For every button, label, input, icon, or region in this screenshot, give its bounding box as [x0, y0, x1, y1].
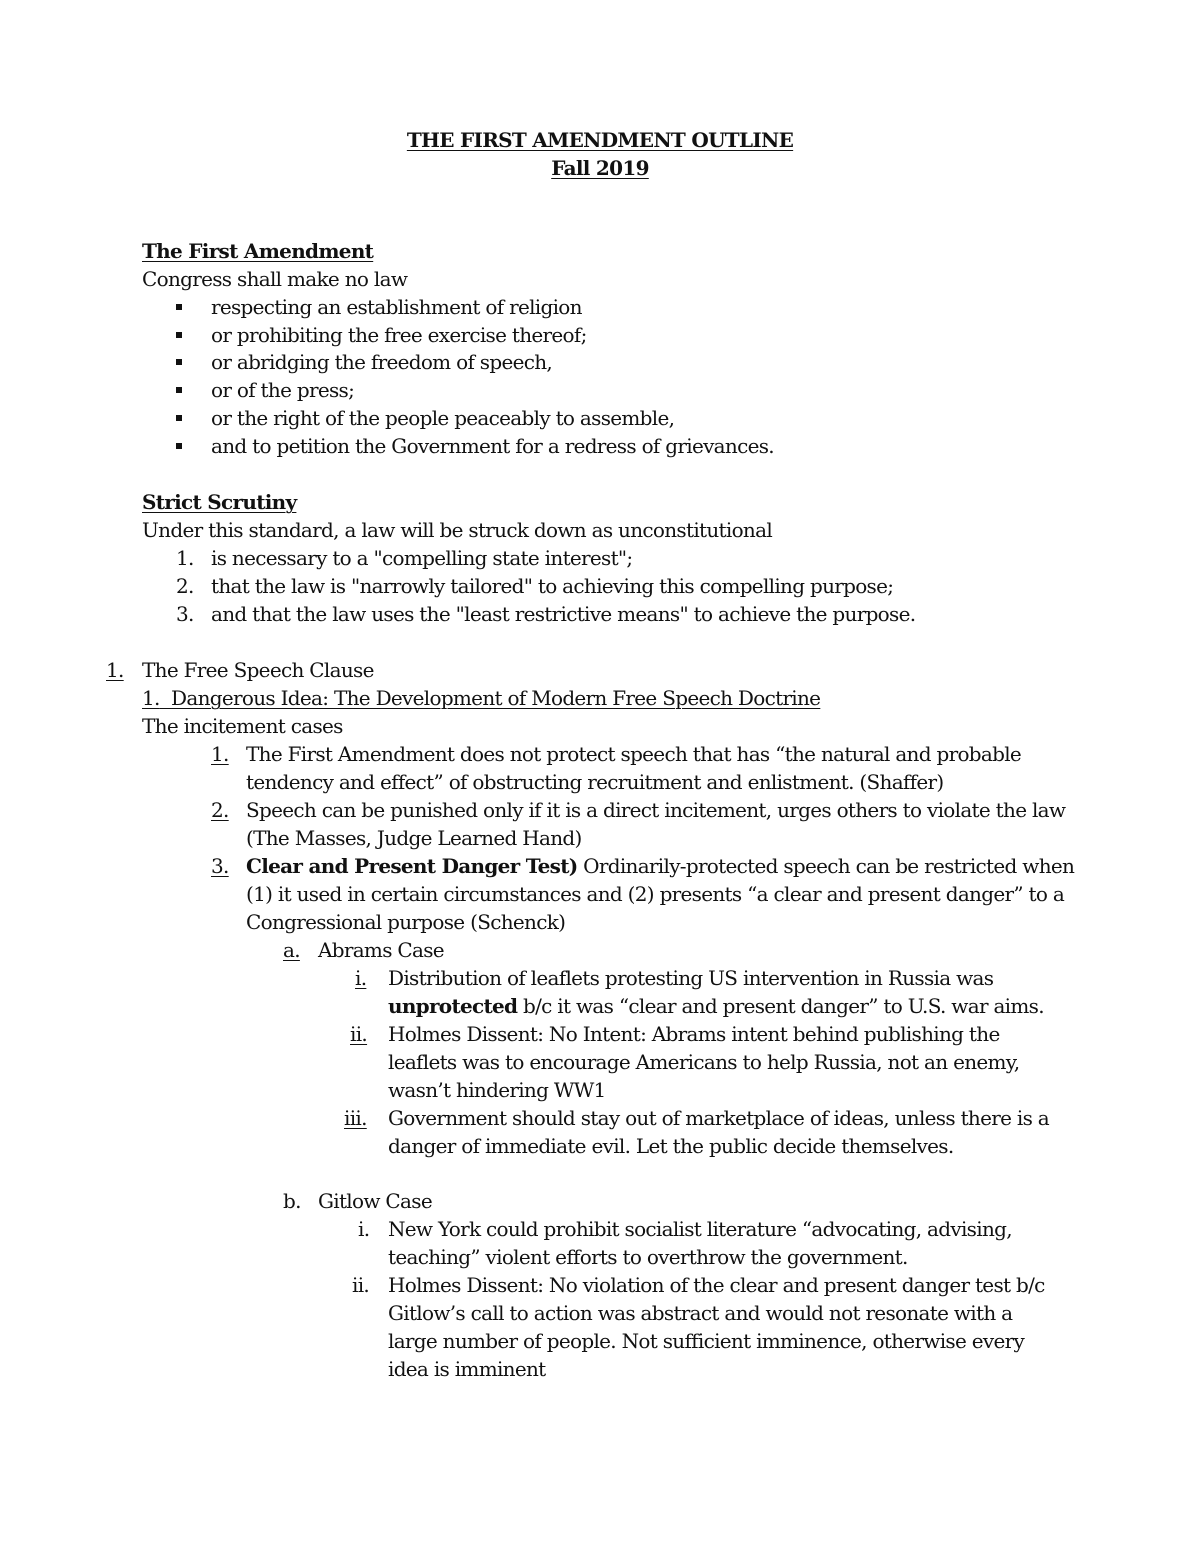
clause-item: respecting an establishment of religion [211, 295, 582, 319]
square-bullet-icon [176, 304, 182, 310]
item-number: 1. [211, 742, 229, 766]
item-text: Congressional purpose (Schenck) [246, 910, 566, 934]
subsection-title [142, 684, 820, 712]
case-point-rest: b/c it was “clear and present danger” to U.S. war aims. [517, 994, 1044, 1018]
case-title: Abrams Case [318, 938, 444, 962]
subsection-number: 1. [142, 686, 160, 710]
case-point: Gitlow’s call to action was abstract and would not resonate with a [388, 1301, 1013, 1325]
item-number: 2. [211, 798, 229, 822]
clause-item: or of the press; [211, 378, 355, 402]
incitement-label: The incitement cases [142, 714, 343, 738]
list-number: 1. [176, 546, 194, 570]
case-point-bold: unprotected [388, 994, 518, 1018]
case-point: danger of immediate evil. Let the public decide themselves. [388, 1134, 954, 1158]
roman-numeral: ii. [352, 1273, 370, 1297]
roman-numeral: i. [358, 1217, 370, 1241]
case-point [388, 992, 1044, 1020]
case-point: Government should stay out of marketplace of ideas, unless there is a [388, 1106, 1050, 1130]
subsection-title-text: Dangerous Idea: The Development of Modern Free Speech Doctrine [171, 686, 821, 710]
document-title: THE FIRST AMENDMENT OUTLINE [406, 128, 794, 152]
clause-item: or abridging the freedom of speech, [211, 350, 553, 374]
square-bullet-icon [176, 443, 182, 449]
case-point: New York could prohibit socialist literature “advocating, advising, [388, 1217, 1012, 1241]
document-term: Fall 2019 [551, 156, 649, 180]
item-text: (1) it used in certain circumstances and (2) presents “a clear and present danger” to a [246, 882, 1065, 906]
square-bullet-icon [176, 332, 182, 338]
roman-numeral: i. [355, 966, 367, 990]
list-number: 2. [176, 574, 194, 598]
list-item: and that the law uses the "least restrictive means" to achieve the purpose. [211, 602, 916, 626]
section-title: The Free Speech Clause [142, 658, 374, 682]
item-text: (The Masses, Judge Learned Hand) [246, 826, 582, 850]
case-point: large number of people. Not sufficient imminence, otherwise every [388, 1329, 1025, 1353]
item-text: The First Amendment does not protect speech that has “the natural and probable [246, 742, 1022, 766]
clause-item: and to petition the Government for a redress of grievances. [211, 434, 774, 458]
item-bold-text: Clear and Present Danger Test) [246, 854, 578, 878]
square-bullet-icon [176, 415, 182, 421]
item-text: tendency and effect” of obstructing recruitment and enlistment. (Shaffer) [246, 770, 944, 794]
list-number: 3. [176, 602, 194, 626]
case-point: Distribution of leaflets protesting US intervention in Russia was [388, 966, 994, 990]
clause-item: or prohibiting the free exercise thereof; [211, 323, 587, 347]
case-point: idea is imminent [388, 1357, 546, 1381]
first-amendment-intro: Congress shall make no law [142, 267, 408, 291]
section-number: 1. [106, 658, 124, 682]
item-text [246, 852, 1074, 880]
case-letter: a. [283, 938, 300, 962]
strict-scrutiny-heading: Strict Scrutiny [142, 490, 297, 514]
case-point: teaching” violent efforts to overthrow the government. [388, 1245, 908, 1269]
item-text: Speech can be punished only if it is a direct incitement, urges others to violate the law [246, 798, 1066, 822]
list-item: that the law is "narrowly tailored" to achieving this compelling purpose; [211, 574, 894, 598]
case-letter: b. [283, 1189, 301, 1213]
roman-numeral: ii. [350, 1022, 368, 1046]
item-text-rest: Ordinarily-protected speech can be restricted when [577, 854, 1075, 878]
case-point: wasn’t hindering WW1 [388, 1078, 606, 1102]
case-point: leaflets was to encourage Americans to help Russia, not an enemy, [388, 1050, 1020, 1074]
case-point: Holmes Dissent: No violation of the clear and present danger test b/c [388, 1273, 1045, 1297]
case-point: Holmes Dissent: No Intent: Abrams intent behind publishing the [388, 1022, 1000, 1046]
roman-numeral: iii. [344, 1106, 367, 1130]
case-title: Gitlow Case [318, 1189, 432, 1213]
square-bullet-icon [176, 387, 182, 393]
clause-item: or the right of the people peaceably to assemble, [211, 406, 675, 430]
list-item: is necessary to a "compelling state interest"; [211, 546, 633, 570]
strict-scrutiny-intro: Under this standard, a law will be struck down as unconstitutional [142, 518, 773, 542]
square-bullet-icon [176, 359, 182, 365]
item-number: 3. [211, 854, 229, 878]
first-amendment-heading: The First Amendment [142, 239, 374, 263]
